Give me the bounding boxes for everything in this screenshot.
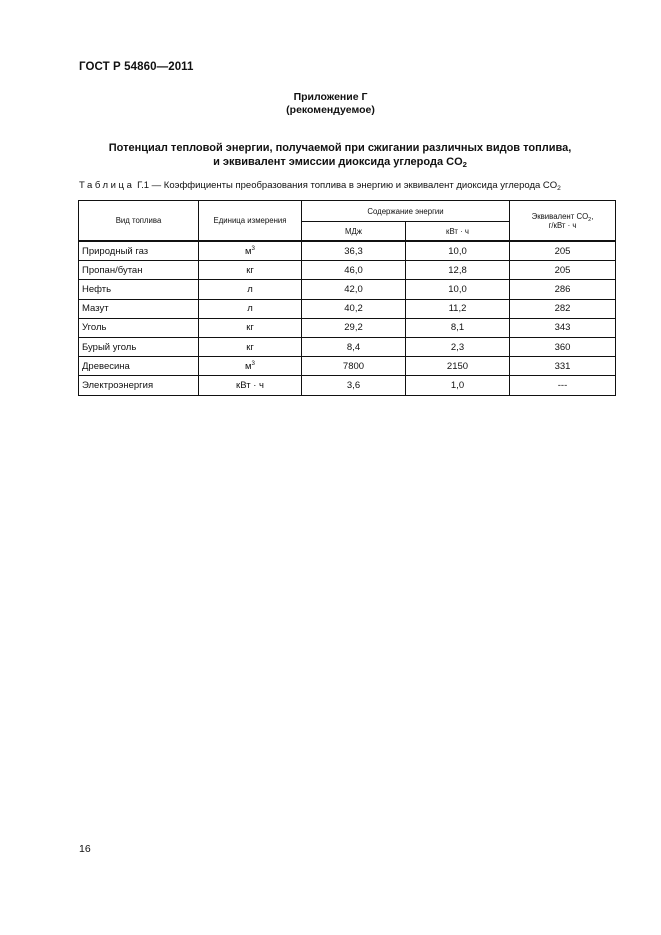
energy-kwh-cell xyxy=(406,261,510,280)
energy-mj-cell xyxy=(302,337,406,356)
table-caption-label: Таблица xyxy=(79,180,135,191)
document-title-line1: Потенциал тепловой энергии, получаемой при сжигании различных видов топлива, xyxy=(108,142,572,154)
unit-cell xyxy=(199,337,302,356)
fuel-name-cell xyxy=(79,318,199,337)
energy-kwh-cell-text: 12,8 xyxy=(448,264,467,276)
appendix-heading xyxy=(0,91,661,117)
energy-kwh-cell xyxy=(406,337,510,356)
unit-cell-text: м xyxy=(245,245,252,257)
unit-cell-text: кг xyxy=(246,341,254,353)
energy-kwh-cell xyxy=(406,299,510,318)
header-energy-mj: МДж xyxy=(302,222,406,242)
energy-mj-cell xyxy=(302,299,406,318)
page-number: 16 xyxy=(79,843,91,855)
fuel-name-cell-text: Мазут xyxy=(82,303,109,315)
energy-mj-cell xyxy=(302,318,406,337)
unit-cell xyxy=(199,318,302,337)
energy-kwh-cell-text: 11,2 xyxy=(448,303,467,315)
fuel-conversion-table xyxy=(78,200,616,396)
header-co2-unit: г/кВт · ч xyxy=(548,220,577,230)
energy-mj-cell xyxy=(302,261,406,280)
document-title-line2 xyxy=(70,155,610,169)
unit-cell-text: кВт · ч xyxy=(236,379,264,391)
energy-kwh-cell-text: 10,0 xyxy=(448,283,467,295)
table-row xyxy=(79,357,616,376)
appendix-title: Приложение Г xyxy=(293,91,368,103)
energy-mj-cell-text: 3,6 xyxy=(346,379,361,391)
fuel-name-cell-text: Электроэнергия xyxy=(82,379,154,391)
header-energy-kwh: кВт · ч xyxy=(406,222,510,242)
energy-mj-cell-text: 42,0 xyxy=(344,283,363,295)
energy-kwh-cell-text: 8,1 xyxy=(450,322,465,334)
energy-mj-cell-text: 8,4 xyxy=(346,341,361,353)
unit-cell-text: кг xyxy=(246,322,254,334)
co2-cell-text: 331 xyxy=(554,360,571,372)
co2-cell xyxy=(510,376,616,395)
energy-mj-cell xyxy=(302,357,406,376)
header-energy-content: Содержание энергии xyxy=(302,201,510,222)
energy-mj-cell-text: 46,0 xyxy=(344,264,363,276)
co2-cell-text: 360 xyxy=(554,341,571,353)
energy-kwh-cell xyxy=(406,376,510,395)
document-title-line2-text: и эквивалент эмиссии диоксида углерода CO xyxy=(213,156,463,168)
co2-cell-text: 205 xyxy=(554,245,571,257)
fuel-name-cell xyxy=(79,337,199,356)
energy-kwh-cell xyxy=(406,318,510,337)
co2-cell-text: 205 xyxy=(554,264,571,276)
table-body xyxy=(79,241,616,395)
fuel-name-cell-text: Пропан/бутан xyxy=(82,264,143,276)
fuel-name-cell xyxy=(79,280,199,299)
co2-cell xyxy=(510,337,616,356)
fuel-name-cell-text: Уголь xyxy=(82,322,107,334)
table-row xyxy=(79,318,616,337)
document-title xyxy=(70,141,610,169)
co2-cell xyxy=(510,318,616,337)
table-row xyxy=(79,261,616,280)
energy-mj-cell xyxy=(302,241,406,261)
co2-cell-text: 343 xyxy=(554,322,571,334)
co2-cell xyxy=(510,280,616,299)
co2-cell-text: 286 xyxy=(554,283,571,295)
header-unit: Единица измерения xyxy=(199,201,302,242)
unit-cell-text: м xyxy=(245,360,252,372)
header-co2-equivalent xyxy=(510,201,616,242)
energy-kwh-cell xyxy=(406,280,510,299)
unit-cell xyxy=(199,280,302,299)
standard-code: ГОСТ Р 54860—2011 xyxy=(79,61,194,73)
unit-cell xyxy=(199,376,302,395)
table-caption-number: Г.1 xyxy=(137,180,150,191)
fuel-name-cell xyxy=(79,357,199,376)
fuel-name-cell xyxy=(79,261,199,280)
energy-mj-cell-text: 40,2 xyxy=(344,303,363,315)
header-fuel-type: Вид топлива xyxy=(79,201,199,242)
energy-kwh-cell xyxy=(406,357,510,376)
energy-kwh-cell xyxy=(406,241,510,261)
unit-cell-text: кг xyxy=(246,264,254,276)
energy-kwh-cell-text: 1,0 xyxy=(450,379,465,391)
unit-cell xyxy=(199,241,302,261)
table-row xyxy=(79,376,616,395)
unit-cell-text: л xyxy=(247,303,253,315)
fuel-name-cell xyxy=(79,299,199,318)
co2-cell xyxy=(510,241,616,261)
co2-cell-text: --- xyxy=(557,379,568,391)
unit-cell xyxy=(199,357,302,376)
energy-kwh-cell-text: 2,3 xyxy=(450,341,465,353)
unit-superscript: 3 xyxy=(251,359,255,367)
fuel-name-cell-text: Природный газ xyxy=(82,245,149,257)
header-co2-label: Эквивалент CO xyxy=(531,211,589,221)
energy-mj-cell-text: 7800 xyxy=(342,360,365,372)
header-co2-subscript: 2 xyxy=(588,216,592,223)
header-co2-comma: , xyxy=(591,211,594,221)
unit-superscript: 3 xyxy=(251,244,255,252)
energy-mj-cell-text: 29,2 xyxy=(344,322,363,334)
table-caption-subscript: 2 xyxy=(557,185,561,192)
document-title-subscript: 2 xyxy=(462,160,467,169)
co2-cell xyxy=(510,357,616,376)
table-row xyxy=(79,337,616,356)
table-row xyxy=(79,299,616,318)
appendix-status: (рекомендуемое) xyxy=(286,104,375,116)
energy-mj-cell xyxy=(302,376,406,395)
energy-kwh-cell-text: 2150 xyxy=(446,360,469,372)
table-row xyxy=(79,280,616,299)
unit-cell-text: л xyxy=(247,283,253,295)
co2-cell-text: 282 xyxy=(554,303,571,315)
co2-cell xyxy=(510,299,616,318)
fuel-name-cell-text: Древесина xyxy=(82,360,130,372)
unit-cell xyxy=(199,299,302,318)
energy-kwh-cell-text: 10,0 xyxy=(448,245,467,257)
fuel-name-cell xyxy=(79,241,199,261)
energy-mj-cell-text: 36,3 xyxy=(344,245,363,257)
table-row xyxy=(79,241,616,261)
table-caption xyxy=(79,180,561,191)
co2-cell xyxy=(510,261,616,280)
fuel-name-cell-text: Нефть xyxy=(82,283,112,295)
energy-mj-cell xyxy=(302,280,406,299)
unit-cell xyxy=(199,261,302,280)
fuel-name-cell xyxy=(79,376,199,395)
fuel-name-cell-text: Бурый уголь xyxy=(82,341,137,353)
table-caption-text: — Коэффициенты преобразования топлива в энергию и эквивалент диоксида углерода CO xyxy=(149,180,558,191)
